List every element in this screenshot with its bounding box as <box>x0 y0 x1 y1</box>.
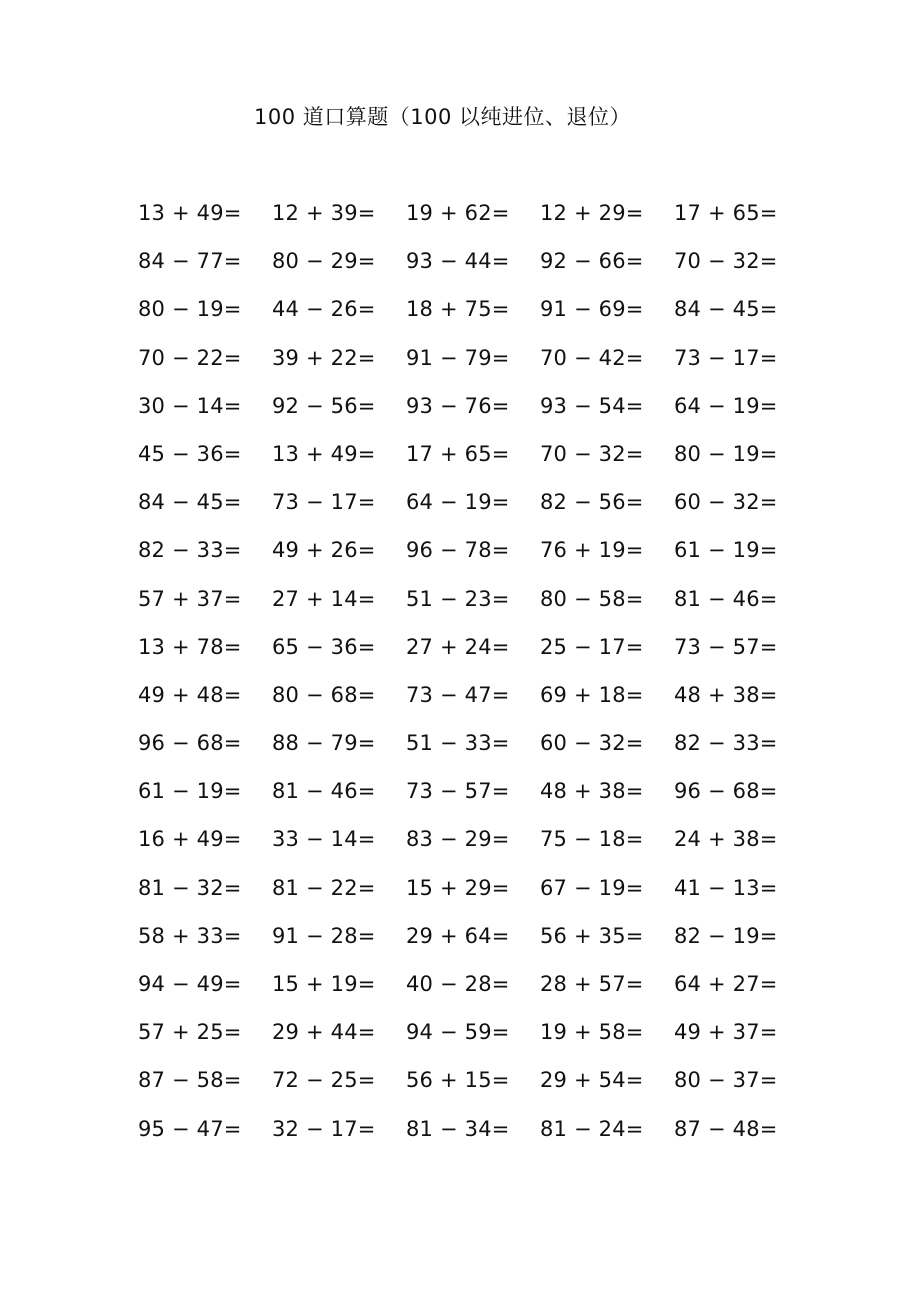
arithmetic-problem: 81 − 22= <box>272 875 376 900</box>
arithmetic-problem: 83 − 29= <box>406 827 510 852</box>
arithmetic-problem: 29 + 44= <box>272 1020 376 1045</box>
arithmetic-problem: 13 + 49= <box>272 441 376 466</box>
arithmetic-problem: 27 + 24= <box>406 634 510 659</box>
arithmetic-problem: 94 − 49= <box>138 972 242 996</box>
arithmetic-problem: 72 − 25= <box>272 1068 376 1093</box>
arithmetic-problem: 91 − 79= <box>406 345 510 370</box>
arithmetic-problem: 28 + 57= <box>540 972 644 996</box>
arithmetic-problem: 80 − 37= <box>674 1068 778 1093</box>
arithmetic-problem: 92 − 56= <box>272 393 376 418</box>
arithmetic-problem: 80 − 58= <box>540 586 644 611</box>
problem-grid <box>138 196 808 1160</box>
arithmetic-problem: 82 − 33= <box>138 538 242 563</box>
arithmetic-problem: 24 + 38= <box>674 827 778 852</box>
arithmetic-problem: 25 − 17= <box>540 634 644 659</box>
arithmetic-problem: 39 + 22= <box>272 345 376 370</box>
arithmetic-problem: 19 + 62= <box>406 201 510 225</box>
arithmetic-problem: 75 − 18= <box>540 827 644 852</box>
arithmetic-problem: 51 − 23= <box>406 586 510 611</box>
arithmetic-problem: 13 + 49= <box>138 201 242 225</box>
arithmetic-problem: 82 − 33= <box>674 731 778 756</box>
arithmetic-problem: 70 − 32= <box>540 441 644 466</box>
arithmetic-problem: 18 + 75= <box>406 297 510 322</box>
arithmetic-problem: 64 − 19= <box>674 393 778 418</box>
arithmetic-problem: 44 − 26= <box>272 297 376 322</box>
arithmetic-problem: 49 + 37= <box>674 1020 778 1045</box>
arithmetic-problem: 15 + 29= <box>406 875 510 900</box>
arithmetic-problem: 65 − 36= <box>272 634 376 659</box>
arithmetic-problem: 69 + 18= <box>540 682 644 707</box>
arithmetic-problem: 96 − 68= <box>674 779 778 804</box>
arithmetic-problem: 95 − 47= <box>138 1116 242 1141</box>
arithmetic-problem: 82 − 56= <box>540 490 644 515</box>
arithmetic-problem: 73 − 57= <box>674 634 778 659</box>
arithmetic-problem: 80 − 29= <box>272 249 376 274</box>
arithmetic-problem: 73 − 17= <box>272 490 376 515</box>
arithmetic-problem: 70 − 22= <box>138 345 242 370</box>
arithmetic-problem: 92 − 66= <box>540 249 644 274</box>
arithmetic-problem: 16 + 49= <box>138 827 242 852</box>
arithmetic-problem: 64 + 27= <box>674 972 778 996</box>
arithmetic-problem: 93 − 54= <box>540 393 644 418</box>
arithmetic-problem: 29 + 64= <box>406 923 510 948</box>
arithmetic-problem: 12 + 39= <box>272 201 376 225</box>
arithmetic-problem: 93 − 44= <box>406 249 510 274</box>
arithmetic-problem: 58 + 33= <box>138 923 242 948</box>
arithmetic-problem: 12 + 29= <box>540 201 644 225</box>
arithmetic-problem: 57 + 37= <box>138 586 242 611</box>
arithmetic-problem: 27 + 14= <box>272 586 376 611</box>
arithmetic-problem: 80 − 19= <box>674 441 778 466</box>
arithmetic-problem: 60 − 32= <box>674 490 778 515</box>
arithmetic-problem: 15 + 19= <box>272 972 376 996</box>
arithmetic-problem: 73 − 17= <box>674 345 778 370</box>
arithmetic-problem: 96 − 68= <box>138 731 242 756</box>
arithmetic-problem: 80 − 68= <box>272 682 376 707</box>
arithmetic-problem: 91 − 69= <box>540 297 644 322</box>
arithmetic-problem: 94 − 59= <box>406 1020 510 1045</box>
arithmetic-problem: 73 − 57= <box>406 779 510 804</box>
arithmetic-problem: 32 − 17= <box>272 1116 376 1141</box>
arithmetic-problem: 70 − 32= <box>674 249 778 274</box>
page-title: 100 道口算题（100 以纯进位、退位） <box>253 105 631 129</box>
arithmetic-problem: 81 − 46= <box>272 779 376 804</box>
arithmetic-problem: 49 + 26= <box>272 538 376 563</box>
arithmetic-problem: 19 + 58= <box>540 1020 644 1045</box>
arithmetic-problem: 81 − 34= <box>406 1116 510 1141</box>
arithmetic-problem: 17 + 65= <box>674 201 778 225</box>
arithmetic-problem: 96 − 78= <box>406 538 510 563</box>
arithmetic-problem: 51 − 33= <box>406 731 510 756</box>
arithmetic-problem: 48 + 38= <box>674 682 778 707</box>
arithmetic-problem: 30 − 14= <box>138 393 242 418</box>
arithmetic-problem: 57 + 25= <box>138 1020 242 1045</box>
arithmetic-problem: 81 − 46= <box>674 586 778 611</box>
arithmetic-problem: 73 − 47= <box>406 682 510 707</box>
arithmetic-problem: 67 − 19= <box>540 875 644 900</box>
arithmetic-problem: 80 − 19= <box>138 297 242 322</box>
arithmetic-problem: 13 + 78= <box>138 634 242 659</box>
arithmetic-problem: 64 − 19= <box>406 490 510 515</box>
arithmetic-problem: 33 − 14= <box>272 827 376 852</box>
arithmetic-problem: 29 + 54= <box>540 1068 644 1093</box>
arithmetic-problem: 49 + 48= <box>138 682 242 707</box>
arithmetic-problem: 61 − 19= <box>674 538 778 563</box>
arithmetic-problem: 93 − 76= <box>406 393 510 418</box>
arithmetic-problem: 88 − 79= <box>272 731 376 756</box>
arithmetic-problem: 41 − 13= <box>674 875 778 900</box>
arithmetic-problem: 84 − 45= <box>674 297 778 322</box>
arithmetic-problem: 76 + 19= <box>540 538 644 563</box>
arithmetic-problem: 81 − 32= <box>138 875 242 900</box>
arithmetic-problem: 87 − 58= <box>138 1068 242 1093</box>
arithmetic-problem: 81 − 24= <box>540 1116 644 1141</box>
arithmetic-problem: 56 + 15= <box>406 1068 510 1093</box>
arithmetic-problem: 70 − 42= <box>540 345 644 370</box>
arithmetic-problem: 84 − 77= <box>138 249 242 274</box>
arithmetic-problem: 60 − 32= <box>540 731 644 756</box>
arithmetic-problem: 40 − 28= <box>406 972 510 996</box>
arithmetic-problem: 45 − 36= <box>138 441 242 466</box>
arithmetic-problem: 61 − 19= <box>138 779 242 804</box>
arithmetic-problem: 17 + 65= <box>406 441 510 466</box>
arithmetic-problem: 91 − 28= <box>272 923 376 948</box>
arithmetic-problem: 84 − 45= <box>138 490 242 515</box>
arithmetic-problem: 82 − 19= <box>674 923 778 948</box>
arithmetic-problem: 48 + 38= <box>540 779 644 804</box>
arithmetic-problem: 87 − 48= <box>674 1116 778 1141</box>
arithmetic-problem: 56 + 35= <box>540 923 644 948</box>
